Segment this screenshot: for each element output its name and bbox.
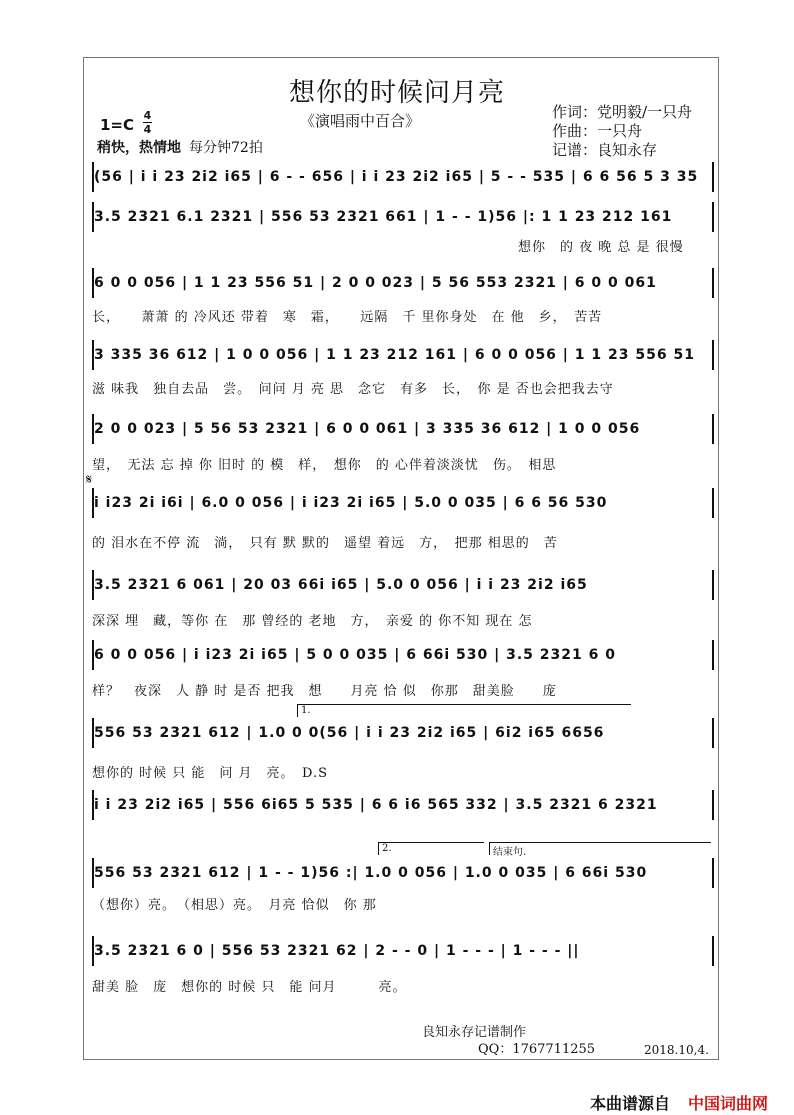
- segno-icon: 𝄋: [86, 472, 93, 488]
- notation-line: 3.5 2321 6 0 | 556 53 2321 62 | 2 - - 0 | 1 - - - | 1 - - - ||: [92, 936, 714, 966]
- time-signature-bottom: 4: [143, 123, 152, 136]
- notation-line: 6 0 0 056 | i i23 2i i65 | 5 0 0 035 | 6 66i 530 | 3.5 2321 6 0: [92, 640, 714, 670]
- source-brand: 中国词曲网: [688, 1094, 769, 1113]
- lyric-line: 滋 味我 独自去品 尝。 问问 月 亮 思 念它 有多 长， 你 是 否也会把我去守: [92, 382, 614, 397]
- credits-block: [552, 103, 692, 160]
- notation-line: 556 53 2321 612 | 1.0 0 0(56 | i i 23 2i2 i65 | 6i2 i65 6656: [92, 718, 714, 748]
- key-signature: 1=C: [100, 116, 135, 134]
- lyric-line: 甜美 脸 庞 想你的 时候 只 能 问月 亮。: [92, 980, 407, 995]
- notation-line: i i23 2i i6i | 6.0 0 056 | i i23 2i i65 | 5.0 0 035 | 6 6 56 530: [92, 488, 714, 518]
- notation-line: 556 53 2321 612 | 1 - - 1)56 :| 1.0 0 056 | 1.0 0 035 | 6 66i 530: [92, 858, 714, 888]
- qq-contact: QQ：1767711255: [478, 1042, 596, 1057]
- source-line: [590, 1091, 768, 1114]
- notation-line: 2 0 0 023 | 5 56 53 2321 | 6 0 0 061 | 3 335 36 612 | 1 0 0 056: [92, 414, 714, 444]
- tempo-style: 稍快，热情地: [97, 140, 181, 156]
- lyric-line: （想你）亮。 （相思）亮。 月亮 恰似 你 那: [92, 898, 377, 913]
- song-title: 想你的时候问月亮: [288, 78, 505, 108]
- notation-line: 3 335 36 612 | 1 0 0 056 | 1 1 23 212 161 | 6 0 0 056 | 1 1 23 556 51: [92, 340, 714, 370]
- lyric-line: 想你 的 夜 晚 总 是 很慢: [518, 240, 684, 255]
- lyric-line: 深深 埋 藏，等你 在 那 曾经的 老地 方， 亲爱 的 你不知 现在 怎: [92, 614, 533, 629]
- lyric-line: 的 泪水在不停 流 淌， 只有 默 默的 遥望 着远 方， 把那 相思的 苦: [92, 536, 558, 551]
- notation-line: (56 | i i 23 2i2 i65 | 6 - - 656 | i i 23 2i2 i65 | 5 - - 535 | 6 6 56 5 3 35: [92, 162, 714, 192]
- maker-credit: 良知永存记谱制作: [422, 1025, 527, 1040]
- ending-phrase-bracket: 结束句.: [489, 842, 711, 855]
- date-stamp: 2018.10,4.: [644, 1043, 709, 1057]
- time-signature-top: 4: [143, 109, 152, 122]
- lyric-line: 长， 萧萧 的 冷风还 带着 寒 霜， 远隔 千 里你身处 在 他 乡， 苦苦: [92, 310, 603, 325]
- tempo-marking: [97, 137, 263, 157]
- notation-line: i i 23 2i2 i65 | 556 6i65 5 535 | 6 6 i6 565 332 | 3.5 2321 6 2321: [92, 790, 714, 820]
- second-ending-bracket: 2.: [378, 842, 484, 855]
- transcriber-credit: 记谱：良知永存: [552, 141, 658, 159]
- notation-line: 3.5 2321 6.1 2321 | 556 53 2321 661 | 1 - - 1)56 |: 1 1 23 212 161: [92, 202, 714, 232]
- lyric-line: 想你的 时候 只 能 问 月 亮。 D.S: [92, 766, 329, 781]
- notation-line: 3.5 2321 6 061 | 20 03 66i i65 | 5.0 0 056 | i i 23 2i2 i65: [92, 570, 714, 600]
- tempo-bpm: 每分钟72拍: [189, 140, 263, 156]
- lyric-line: 望， 无法 忘 掉 你 旧时 的 模 样， 想你 的 心伴着淡淡忧 伤。 相思: [92, 458, 557, 473]
- notation-line: 6 0 0 056 | 1 1 23 556 51 | 2 0 0 023 | 5 56 553 2321 | 6 0 0 061: [92, 268, 714, 298]
- source-prefix: 本曲谱源自: [590, 1094, 671, 1113]
- lyricist-credit: 作词：党明毅/一只舟: [552, 103, 693, 121]
- song-subtitle: 《演唱雨中百合》: [300, 112, 421, 130]
- time-signature: [143, 110, 152, 135]
- lyric-line: 样？ 夜深 人 静 时 是否 把我 想 月亮 恰 似 你那 甜美脸 庞: [92, 684, 557, 699]
- first-ending-bracket: 1.: [297, 704, 631, 717]
- composer-credit: 作曲：一只舟: [552, 122, 643, 140]
